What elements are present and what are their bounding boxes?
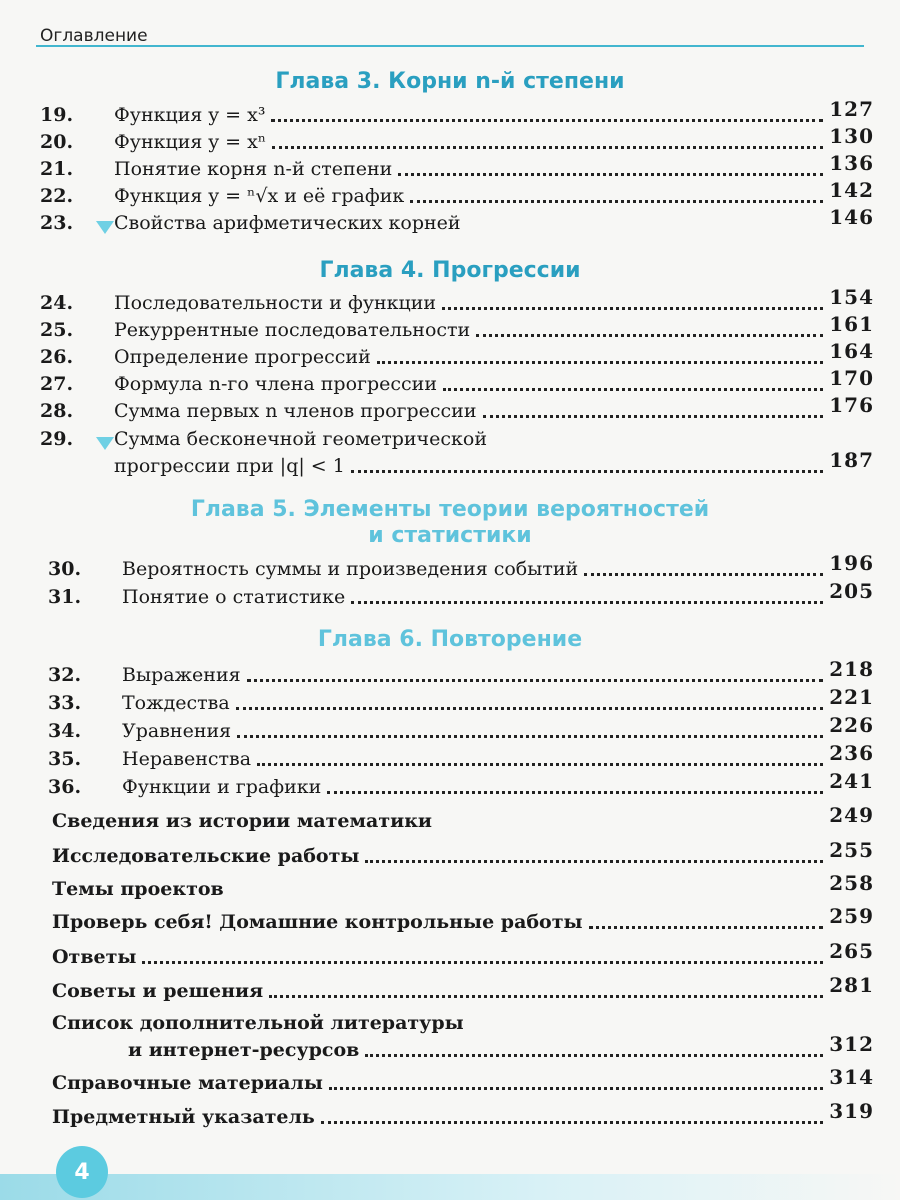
entry-title: Определение прогрессий bbox=[114, 346, 371, 368]
dot-leader bbox=[398, 149, 823, 176]
entry-page: 196 bbox=[829, 551, 874, 575]
entry-title: Функция y = x³ bbox=[114, 104, 266, 126]
entry-title: Тождества bbox=[122, 692, 230, 714]
dot-leader bbox=[476, 310, 823, 337]
toc-entry-projects[interactable] bbox=[52, 871, 874, 903]
toc-entry-36[interactable] bbox=[40, 769, 874, 801]
entry-title: Справочные материалы bbox=[52, 1072, 323, 1094]
entry-page: 312 bbox=[829, 1032, 874, 1056]
entry-title-line1: Список дополнительной литературы bbox=[52, 1012, 464, 1034]
entry-page: 265 bbox=[829, 939, 874, 963]
dot-leader bbox=[351, 446, 823, 473]
entry-page: 221 bbox=[829, 685, 874, 709]
entry-number: 30. bbox=[48, 558, 82, 580]
entry-page: 127 bbox=[829, 97, 874, 121]
entry-title: Предметный указатель bbox=[52, 1106, 315, 1128]
entry-title: Выражения bbox=[122, 664, 241, 686]
entry-number: 27. bbox=[40, 373, 74, 395]
toc-entry-answers[interactable] bbox=[52, 939, 874, 971]
entry-title: Понятие корня n-й степени bbox=[114, 158, 393, 180]
toc-entry-29[interactable] bbox=[40, 426, 874, 480]
toc-entry-index[interactable] bbox=[52, 1099, 874, 1131]
entry-number: 26. bbox=[40, 346, 74, 368]
header-rule bbox=[36, 45, 864, 47]
entry-page: 164 bbox=[829, 339, 874, 363]
entry-page: 241 bbox=[829, 769, 874, 793]
entry-title: Функции и графики bbox=[122, 776, 322, 798]
entry-number: 25. bbox=[40, 319, 74, 341]
chapter-6-heading: Глава 6. Повторение bbox=[317, 627, 583, 652]
dot-leader bbox=[584, 549, 823, 576]
entry-title: Последовательности и функции bbox=[114, 292, 437, 314]
dot-leader bbox=[327, 767, 823, 794]
entry-title: Проверь себя! Домашние контрольные работы bbox=[52, 911, 583, 933]
page-number-badge: 4 bbox=[56, 1146, 108, 1198]
entry-number: 21. bbox=[40, 158, 74, 180]
advanced-marker-icon bbox=[96, 221, 114, 234]
entry-title: Темы проектов bbox=[52, 878, 224, 900]
entry-title: Сведения из истории математики bbox=[52, 810, 433, 832]
entry-title-line2: прогрессии при |q| < 1 bbox=[114, 455, 345, 477]
dot-leader bbox=[142, 937, 823, 964]
entry-number: 29. bbox=[40, 428, 74, 450]
entry-page: 205 bbox=[829, 579, 874, 603]
dot-leader bbox=[236, 683, 824, 710]
entry-page: 161 bbox=[829, 312, 874, 336]
dot-leader bbox=[237, 711, 823, 738]
dot-leader bbox=[377, 337, 823, 364]
entry-number: 23. bbox=[40, 212, 74, 234]
entry-title: Рекуррентные последовательности bbox=[114, 319, 471, 341]
entry-page: 314 bbox=[829, 1065, 874, 1089]
entry-title: Советы и решения bbox=[52, 980, 264, 1002]
entry-title: Ответы bbox=[52, 946, 137, 968]
entry-page: 218 bbox=[829, 657, 874, 681]
dot-leader bbox=[247, 655, 824, 682]
running-header: Оглавление bbox=[40, 26, 148, 46]
entry-number: 31. bbox=[48, 586, 82, 608]
entry-page: 170 bbox=[829, 366, 874, 390]
dot-leader bbox=[329, 1063, 823, 1090]
entry-page: 259 bbox=[829, 904, 874, 928]
entry-page: 154 bbox=[829, 285, 874, 309]
dot-leader bbox=[410, 176, 823, 203]
entry-title: Исследовательские работы bbox=[52, 845, 360, 867]
entry-title: Уравнения bbox=[122, 720, 232, 742]
entry-number: 34. bbox=[48, 720, 82, 742]
entry-title: Вероятность суммы и произведения событий bbox=[122, 558, 579, 580]
dot-leader bbox=[269, 971, 823, 998]
dot-leader bbox=[438, 801, 823, 828]
dot-leader bbox=[272, 122, 823, 149]
dot-leader bbox=[321, 1097, 823, 1124]
dot-leader bbox=[467, 203, 824, 230]
entry-number: 33. bbox=[48, 692, 82, 714]
chapter-5-heading-line2: и статистики bbox=[368, 523, 532, 548]
entry-page: 142 bbox=[829, 178, 874, 202]
dot-leader bbox=[365, 1030, 823, 1057]
entry-page: 281 bbox=[829, 973, 874, 997]
chapter-4-heading: Глава 4. Прогрессии bbox=[319, 258, 581, 283]
entry-page: 236 bbox=[829, 741, 874, 765]
entry-page: 319 bbox=[829, 1099, 874, 1123]
entry-number: 28. bbox=[40, 400, 74, 422]
entry-title: Формула n-го члена прогрессии bbox=[114, 373, 437, 395]
toc-entry-reference[interactable] bbox=[52, 1065, 874, 1097]
entry-title-line1: Сумма бесконечной геометрической bbox=[114, 428, 487, 450]
dot-leader bbox=[271, 95, 823, 122]
entry-page: 146 bbox=[829, 205, 874, 229]
entry-title: Свойства арифметических корней bbox=[114, 212, 461, 234]
toc-entry-history[interactable] bbox=[52, 803, 874, 835]
footer-band bbox=[0, 1174, 900, 1200]
toc-entry-31[interactable] bbox=[40, 579, 874, 611]
advanced-marker-icon bbox=[96, 437, 114, 450]
dot-leader bbox=[257, 739, 823, 766]
entry-number: 22. bbox=[40, 185, 74, 207]
entry-title: Функция y = xⁿ bbox=[114, 131, 267, 153]
entry-title: Функция y = ⁿ√x и её график bbox=[114, 185, 405, 207]
entry-number: 20. bbox=[40, 131, 74, 153]
entry-page: 136 bbox=[829, 151, 874, 175]
toc-entry-research[interactable] bbox=[52, 838, 874, 870]
entry-number: 24. bbox=[40, 292, 74, 314]
entry-number: 32. bbox=[48, 664, 82, 686]
entry-page: 130 bbox=[829, 124, 874, 148]
entry-title: Понятие о статистике bbox=[122, 586, 346, 608]
entry-page: 176 bbox=[829, 393, 874, 417]
toc-entry-literature[interactable] bbox=[52, 1010, 874, 1064]
entry-title: Сумма первых n членов прогрессии bbox=[114, 400, 477, 422]
toc-entry-28[interactable] bbox=[40, 393, 874, 425]
dot-leader bbox=[351, 577, 823, 604]
entry-number: 36. bbox=[48, 776, 82, 798]
dot-leader bbox=[365, 836, 823, 863]
dot-leader bbox=[483, 391, 824, 418]
chapter-3-heading: Глава 3. Корни n-й степени bbox=[275, 69, 625, 94]
entry-page: 249 bbox=[829, 803, 874, 827]
dot-leader bbox=[443, 364, 823, 391]
entry-page: 255 bbox=[829, 838, 874, 862]
entry-number: 19. bbox=[40, 104, 74, 126]
chapter-5-heading-line1: Глава 5. Элементы теории вероятностей bbox=[190, 497, 710, 522]
entry-number: 35. bbox=[48, 748, 82, 770]
toc-entry-23[interactable] bbox=[40, 205, 874, 237]
entry-page: 226 bbox=[829, 713, 874, 737]
entry-page: 258 bbox=[829, 871, 874, 895]
toc-entry-tips[interactable] bbox=[52, 973, 874, 1005]
entry-title: Неравенства bbox=[122, 748, 252, 770]
entry-page: 187 bbox=[829, 448, 874, 472]
dot-leader bbox=[230, 869, 824, 896]
toc-entry-selfcheck[interactable] bbox=[52, 904, 874, 936]
dot-leader bbox=[589, 902, 824, 929]
entry-title-line2: и интернет-ресурсов bbox=[128, 1039, 360, 1061]
dot-leader bbox=[442, 283, 823, 310]
